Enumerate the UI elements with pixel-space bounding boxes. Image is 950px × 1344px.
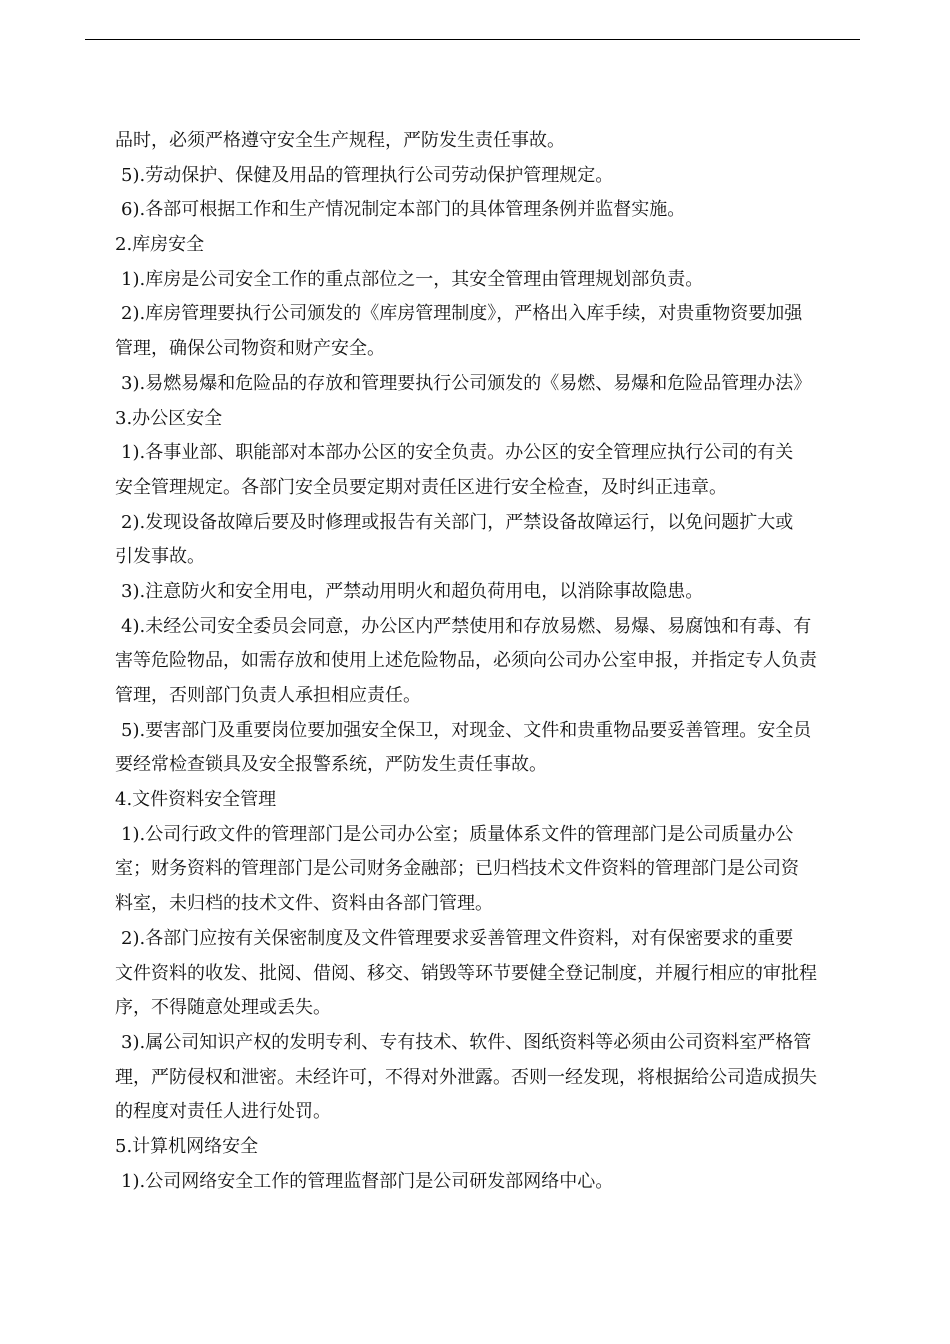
- paragraph-line: 要经常检查锁具及安全报警系统，严防发生责任事故。: [115, 754, 547, 776]
- list-item: 5).劳动保护、保健及用品的管理执行公司劳动保护管理规定。: [121, 164, 614, 186]
- list-item: 2).发现设备故障后要及时修理或报告有关部门，严禁设备故障运行，以免问题扩大或: [121, 511, 794, 533]
- paragraph-line: 料室，未归档的技术文件、资料由各部门管理。: [115, 893, 493, 915]
- paragraph-line: 害等危险物品，如需存放和使用上述危险物品，必须向公司办公室申报，并指定专人负责: [115, 650, 817, 672]
- section-heading: 5.计算机网络安全: [115, 1135, 259, 1157]
- list-item: 1).公司网络安全工作的管理监督部门是公司研发部网络中心。: [121, 1170, 614, 1192]
- list-item: 4).未经公司安全委员会同意，办公区内严禁使用和存放易燃、易爆、易腐蚀和有毒、有: [121, 615, 812, 637]
- list-item: 3).属公司知识产权的发明专利、专有技术、软件、图纸资料等必须由公司资料室严格管: [121, 1031, 812, 1053]
- list-item: 3).注意防火和安全用电，严禁动用明火和超负荷用电，以消除事故隐患。: [121, 580, 704, 602]
- paragraph-line: 的程度对责任人进行处罚。: [115, 1101, 331, 1123]
- paragraph-line: 品时，必须严格遵守安全生产规程，严防发生责任事故。: [115, 130, 565, 151]
- list-item: 2).库房管理要执行公司颁发的《库房管理制度》，严格出入库手续，对贵重物资要加强: [121, 303, 803, 325]
- list-item: 6).各部可根据工作和生产情况制定本部门的具体管理条例并监督实施。: [121, 199, 686, 221]
- section-heading: 4.文件资料安全管理: [115, 789, 277, 811]
- list-item: 2).各部门应按有关保密制度及文件管理要求妥善管理文件资料，对有保密要求的重要: [121, 927, 794, 949]
- header-rule: [85, 39, 860, 40]
- document-body: [115, 124, 843, 1199]
- paragraph-line: 管理，确保公司物资和财产安全。: [115, 338, 385, 360]
- paragraph-line: 引发事故。: [115, 546, 205, 568]
- paragraph-line: 理，严防侵权和泄密。未经许可，不得对外泄露。否则一经发现，将根据给公司造成损失: [115, 1066, 817, 1088]
- paragraph-line: 安全管理规定。各部门安全员要定期对责任区进行安全检查，及时纠正违章。: [115, 476, 727, 498]
- paragraph-line: 室；财务资料的管理部门是公司财务金融部；已归档技术文件资料的管理部门是公司资: [115, 858, 799, 880]
- list-item: 3).易燃易爆和危险品的存放和管理要执行公司颁发的《易燃、易爆和危险品管理办法》: [121, 372, 812, 394]
- list-item: 1).库房是公司安全工作的重点部位之一，其安全管理由管理规划部负责。: [121, 268, 704, 290]
- paragraph-line: 序，不得随意处理或丢失。: [115, 997, 331, 1019]
- section-heading: 2.库房安全: [115, 234, 205, 256]
- section-heading: 3.办公区安全: [115, 407, 223, 429]
- paragraph-line: 文件资料的收发、批阅、借阅、移交、销毁等环节要健全登记制度，并履行相应的审批程: [115, 962, 817, 984]
- list-item: 1).各事业部、职能部对本部办公区的安全负责。办公区的安全管理应执行公司的有关: [121, 442, 794, 464]
- list-item: 1).公司行政文件的管理部门是公司办公室；质量体系文件的管理部门是公司质量办公: [121, 823, 794, 845]
- list-item: 5).要害部门及重要岗位要加强安全保卫，对现金、文件和贵重物品要妥善管理。安全员: [121, 719, 812, 741]
- paragraph-line: 管理，否则部门负责人承担相应责任。: [115, 685, 421, 706]
